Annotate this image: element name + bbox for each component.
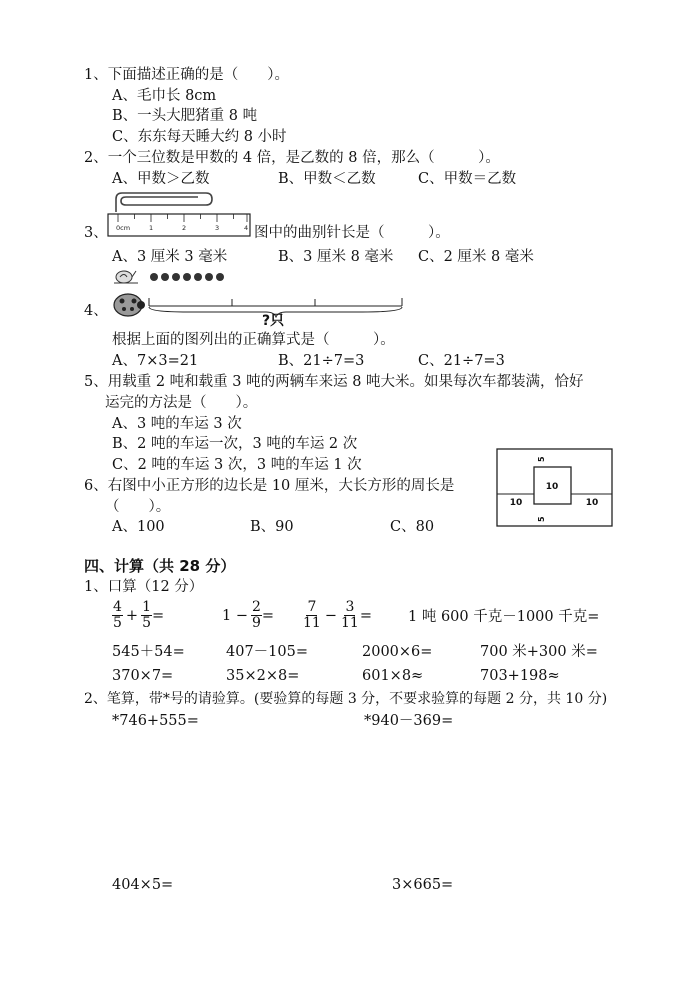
oral-r3c4: 703+198≈ xyxy=(480,668,560,684)
q2-option-a: A、甲数＞乙数 xyxy=(112,171,210,187)
q4-number: 4、 xyxy=(84,303,108,319)
oral-r1c4: 1 吨 600 千克－1000 千克= xyxy=(408,609,600,625)
section4-title: 四、计算（共 28 分） xyxy=(84,557,236,575)
q5-option-a: A、3 吨的车运 3 次 xyxy=(112,416,242,432)
oral-r2c2: 407－105= xyxy=(226,644,309,660)
q6-option-a: A、100 xyxy=(112,519,165,535)
q2-stem: 2、一个三位数是甲数的 4 倍，是乙数的 8 倍，那么（ ）。 xyxy=(84,150,500,166)
oral-r3c2: 35×2×8= xyxy=(226,668,300,684)
q2-option-c: C、甲数＝乙数 xyxy=(418,171,517,187)
q1-option-b: B、一头大肥猪重 8 吨 xyxy=(112,108,258,124)
written-calc-2: *940－369= xyxy=(364,713,454,729)
ruler-label-0: 0cm xyxy=(116,224,131,232)
q1-stem: 1、下面描述正确的是（ ）。 xyxy=(84,67,289,83)
fig-bottom-label: 5 xyxy=(537,516,546,522)
written-calc-3: 404×5= xyxy=(112,877,174,893)
fig-top-label: 5 xyxy=(537,456,546,462)
fraction: $\frac{2}{9}$ xyxy=(251,599,261,631)
ruler-label-3: 3 xyxy=(215,224,220,232)
q5-option-c: C、2 吨的车运 3 次，3 吨的车运 1 次 xyxy=(112,457,362,473)
q5-option-b: B、2 吨的车运一次，3 吨的车运 2 次 xyxy=(112,436,358,452)
written-calc-1: *746+555= xyxy=(112,713,199,729)
ladybug-icon xyxy=(110,289,146,319)
written-calc-4: 3×665= xyxy=(392,877,454,893)
q3-stem: 图中的曲别针长是（ ）。 xyxy=(254,225,450,241)
fraction: $\frac{4}{5}$ xyxy=(113,599,122,631)
fraction: $\frac{1}{5}$ xyxy=(142,599,151,631)
q2-option-b: B、甲数＜乙数 xyxy=(278,171,376,187)
oral-r1c1: $\frac{4}{5}$ + $\frac{1}{5}$ = xyxy=(113,599,165,631)
fig-left-label: 10 xyxy=(509,498,523,508)
paperclip-icon xyxy=(116,193,212,212)
oral-r2c4: 700 米+300 米= xyxy=(480,644,598,660)
q5-stem-line2: 运完的方法是（ ）。 xyxy=(105,395,258,411)
q6-stem: 6、右图中小正方形的边长是 10 厘米，大长方形的周长是 xyxy=(84,478,455,494)
ruler-label-1: 1 xyxy=(149,224,154,232)
q4-stem: 根据上面的图列出的正确算式是（ ）。 xyxy=(112,332,395,348)
q6-option-c: C、80 xyxy=(390,519,435,535)
q6-option-b: B、90 xyxy=(250,519,294,535)
oral-r3c1: 370×7= xyxy=(112,668,174,684)
rectangle-square-figure xyxy=(496,448,614,528)
fig-right-label: 10 xyxy=(585,498,599,508)
small-ladybugs-row xyxy=(148,269,236,283)
q6-blank: （ ）。 xyxy=(105,499,171,515)
q4-question-label: ?只 xyxy=(262,313,285,329)
ruler-label-2: 2 xyxy=(182,224,187,232)
ruler-label-4: 4 xyxy=(244,224,249,232)
snail-icon xyxy=(112,267,142,285)
oral-r3c3: 601×8≈ xyxy=(362,668,424,684)
fig-center-label: 10 xyxy=(545,482,559,492)
q3-option-b: B、3 厘米 8 毫米 xyxy=(278,249,394,265)
ruler-paperclip-figure xyxy=(106,190,254,246)
oral-r2c1: 545＋54= xyxy=(112,644,185,660)
q4-option-b: B、21÷7=3 xyxy=(278,353,365,369)
q1-option-c: C、东东每天睡大约 8 小时 xyxy=(112,129,287,145)
oral-calc-title: 1、口算（12 分） xyxy=(84,579,204,595)
q4-option-a: A、7×3=21 xyxy=(112,353,199,369)
q1-option-a: A、毛巾长 8cm xyxy=(112,88,217,104)
fraction: $\frac{7}{11}$ xyxy=(303,599,321,631)
fraction: $\frac{3}{11}$ xyxy=(340,599,359,631)
q5-stem-line1: 5、用载重 2 吨和载重 3 吨的两辆车来运 8 吨大米。如果每次车都装满，恰好 xyxy=(84,374,584,390)
q3-number: 3、 xyxy=(84,225,108,241)
q4-option-c: C、21÷7=3 xyxy=(418,353,505,369)
oral-r2c3: 2000×6= xyxy=(362,644,433,660)
oral-r1c3: $\frac{7}{11}$ − $\frac{3}{11}$ = xyxy=(303,599,372,631)
q3-option-a: A、3 厘米 3 毫米 xyxy=(112,249,228,265)
q3-option-c: C、2 厘米 8 毫米 xyxy=(418,249,534,265)
oral-r1c2: 1 − $\frac{2}{9}$ = xyxy=(222,599,275,631)
written-calc-title: 2、笔算，带*号的请验算。(要验算的每题 3 分，不要求验算的每题 2 分，共 10 分) xyxy=(84,691,608,707)
